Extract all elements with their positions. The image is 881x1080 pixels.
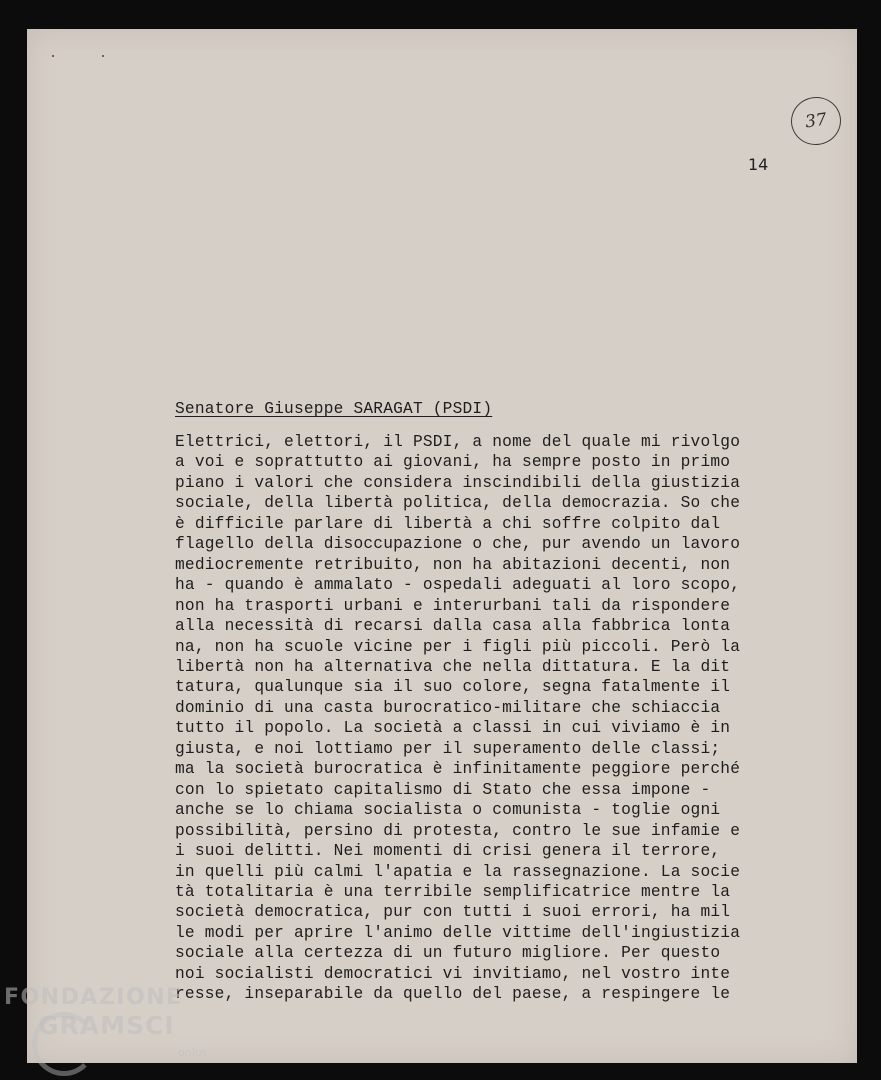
- body-line: le modi per aprire l'animo delle vittime dell'ingiustizia: [175, 923, 741, 942]
- watermark-sub: onlus: [178, 1046, 208, 1059]
- paper-speck: [102, 55, 104, 57]
- body-line: i suoi delitti. Nei momenti di crisi genera il terrore,: [175, 842, 721, 861]
- body-line: dominio di una casta burocratico-militare che schiaccia: [175, 698, 721, 717]
- watermark-g-mark-icon: [32, 1012, 96, 1076]
- body-line: sociale alla certezza di un futuro migliore. Per questo: [175, 944, 721, 963]
- speech-heading: Senatore Giuseppe SARAGAT (PSDI): [175, 400, 493, 418]
- body-line: con lo spietato capitalismo di Stato che essa impone -: [175, 780, 711, 799]
- body-line: è difficile parlare di libertà a chi soffre colpito dal: [175, 514, 721, 533]
- folio-number: 37: [803, 109, 829, 133]
- body-line: alla necessità di recarsi dalla casa alla fabbrica lonta: [175, 617, 731, 636]
- body-line: flagello della disoccupazione o che, pur avendo un lavoro: [175, 535, 741, 554]
- paper-speck: [52, 55, 54, 57]
- body-line: na, non ha scuole vicine per i figli più piccoli. Però la: [175, 637, 741, 656]
- archive-watermark: [4, 985, 183, 1040]
- body-line: tutto il popolo. La società a classi in cui viviamo è in: [175, 719, 731, 738]
- body-line: resse, inseparabile da quello del paese, a respingere le: [175, 985, 731, 1004]
- body-line: in quelli più calmi l'apatia e la rassegnazione. La socie: [175, 862, 741, 881]
- folio-stamp: [788, 94, 844, 148]
- body-line: noi socialisti democratici vi invitiamo, nel vostro inte: [175, 964, 731, 983]
- watermark-line1: FONDAZIONE: [4, 985, 183, 1010]
- document-page: [27, 29, 857, 1063]
- body-line: a voi e soprattutto ai giovani, ha sempre posto in primo: [175, 453, 731, 472]
- watermark-line2: GRAMSCI: [38, 1011, 175, 1040]
- body-line: giusta, e noi lottiamo per il superamento delle classi;: [175, 739, 721, 758]
- body-line: Elettrici, elettori, il PSDI, a nome del quale mi rivolgo: [175, 433, 741, 451]
- speech-body: [175, 432, 740, 1005]
- body-line: società democratica, pur con tutti i suoi errori, ha mil: [175, 903, 731, 922]
- body-line: sociale, della libertà politica, della democrazia. So che: [175, 494, 741, 513]
- body-line: possibilità, persino di protesta, contro le sue infamie e: [175, 821, 741, 840]
- body-line: libertà non ha alternativa che nella dittatura. E la dit: [175, 657, 731, 676]
- body-line: non ha trasporti urbani e interurbani tali da rispondere: [175, 596, 731, 615]
- body-line: tatura, qualunque sia il suo colore, segna fatalmente il: [175, 678, 731, 697]
- body-line: mediocremente retribuito, non ha abitazioni decenti, non: [175, 555, 731, 574]
- body-line: ma la società burocratica è infinitamente peggiore perché: [175, 760, 741, 779]
- body-line: tà totalitaria è una terribile semplificatrice mentre la: [175, 882, 731, 901]
- body-line: piano i valori che considera inscindibili della giustizia: [175, 473, 741, 492]
- page-number: 14: [748, 155, 769, 174]
- body-line: anche se lo chiama socialista o comunista - toglie ogni: [175, 801, 721, 820]
- body-line: ha - quando è ammalato - ospedali adeguati al loro scopo,: [175, 576, 741, 595]
